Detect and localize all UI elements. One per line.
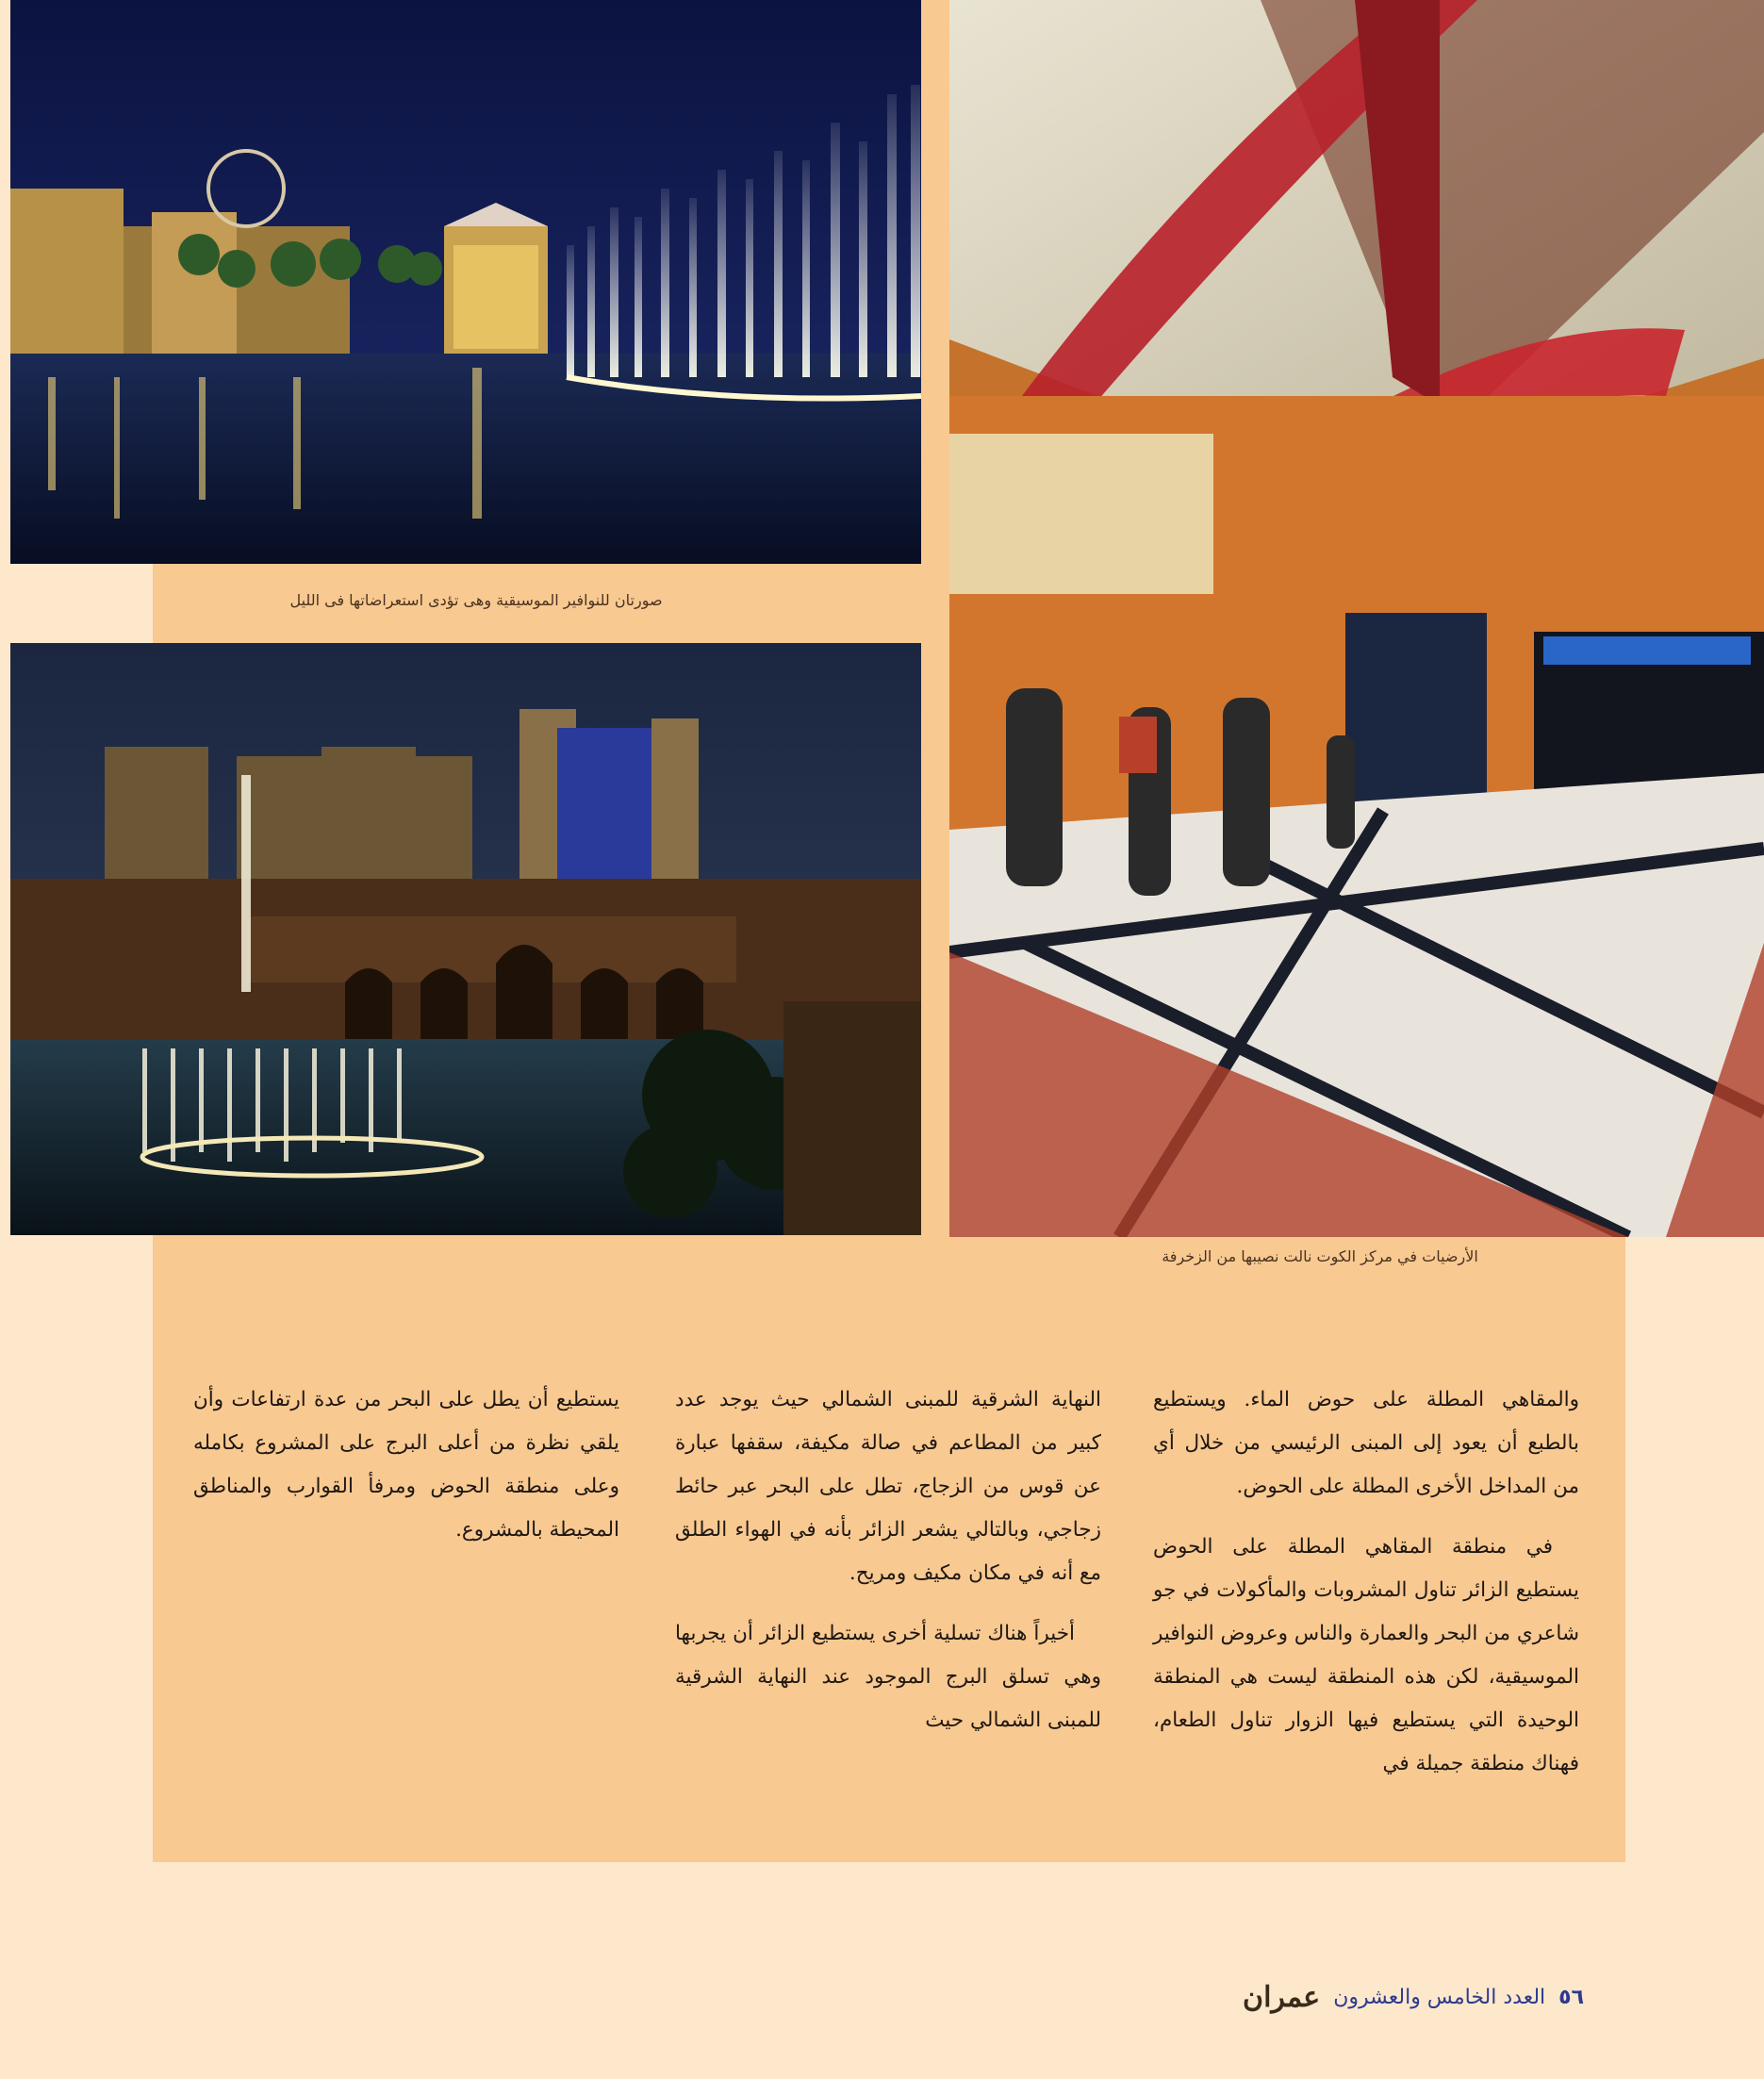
article-column-middle bbox=[675, 1378, 1101, 1759]
issue-label: العدد الخامس والعشرون bbox=[1333, 1985, 1546, 2009]
article-paragraph: في منطقة المقاهي المطلة على الحوض يستطيع الزائر تناول المشروبات والمأكولات في جو شاعري من البحر والعمارة والناس وعروض النوافير الموسيقية، لكن هذه المنطقة ليست هي المنطقة الوحيدة التي يستطيع فيها الزوار تناول الطعام، فهناك منطقة جميلة في bbox=[1153, 1535, 1579, 1775]
article-paragraph: يستطيع أن يطل على البحر من عدة ارتفاعات وأن يلقي نظرة من أعلى البرج على المشروع بكامله وعلى منطقة الحوض ومرفأ القوارب والمناطق المحيطة بالمشروع. bbox=[193, 1388, 619, 1542]
caption-floors: الأرضيات في مركز الكوت نالت نصيبها من الزخرفة bbox=[1162, 1247, 1478, 1265]
photo-fountains-panorama bbox=[10, 0, 921, 564]
photo-fountains-hotel bbox=[10, 643, 921, 1235]
article-paragraph: أخيراً هناك تسلية أخرى يستطيع الزائر أن يجربها وهي تسلق البرج الموجود عند النهاية الشرقية للمبنى الشمالي حيث bbox=[675, 1622, 1101, 1732]
page-number: ٥٦ bbox=[1558, 1985, 1584, 2009]
photo-mall-interior bbox=[949, 0, 1764, 1237]
magazine-logo: عمران bbox=[1243, 1980, 1321, 2014]
caption-fountains: صورتان للنوافير الموسيقية وهى تؤدى استعراضاتها فى الليل bbox=[289, 591, 663, 609]
photo-fountains-hotel-image bbox=[10, 643, 921, 1235]
article-column-left bbox=[193, 1378, 619, 1569]
photo-mall-interior-image bbox=[949, 0, 1764, 1237]
photo-fountains-panorama-image bbox=[10, 0, 921, 564]
page-footer bbox=[1179, 1978, 1584, 2016]
article-paragraph: النهاية الشرقية للمبنى الشمالي حيث يوجد عدد كبير من المطاعم في صالة مكيفة، سقفها عبارة عن قوس من الزجاج، تطل على البحر عبر حائط زجاجي، وبالتالي يشعر الزائر بأنه في الهواء الطلق مع أنه في مكان مكيف ومريح. bbox=[675, 1388, 1101, 1585]
article-column-right bbox=[1153, 1378, 1579, 1803]
article-paragraph: والمقاهي المطلة على حوض الماء. ويستطيع بالطبع أن يعود إلى المبنى الرئيسي من خلال أي من المداخل الأخرى المطلة على الحوض. bbox=[1153, 1388, 1579, 1498]
